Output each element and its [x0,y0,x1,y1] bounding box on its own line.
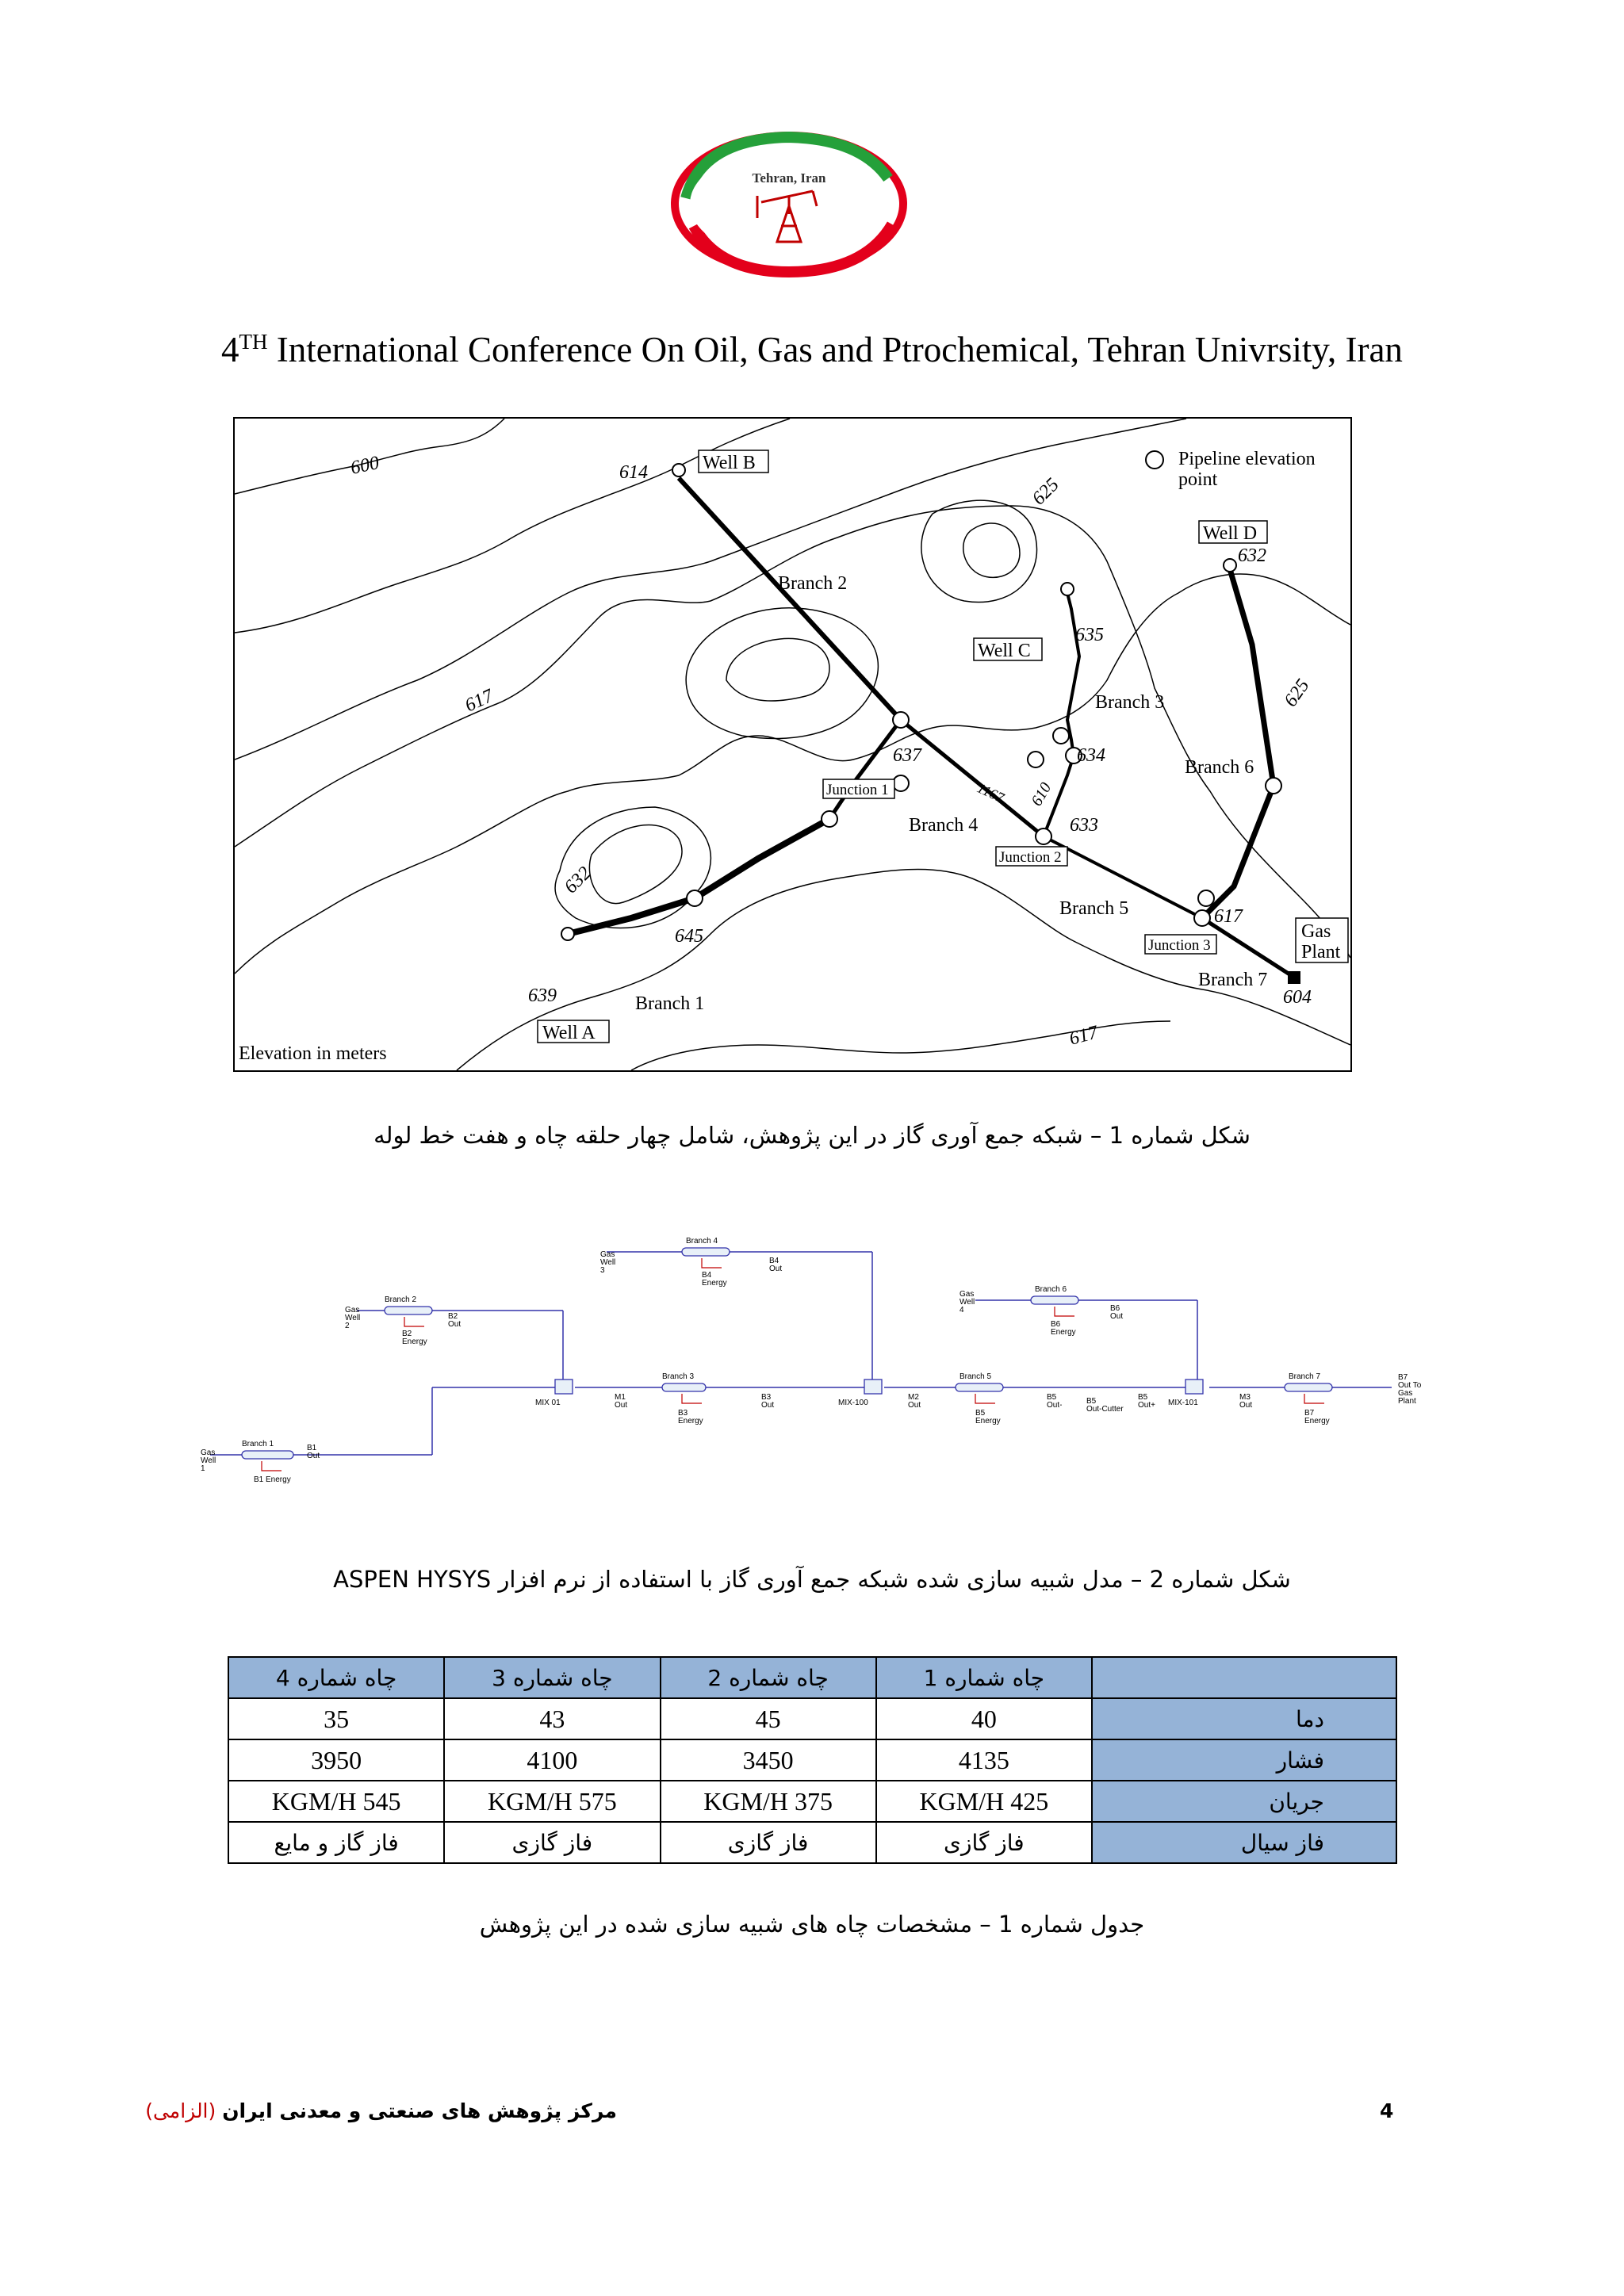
table-row [228,1822,1396,1863]
pipelines [568,478,1293,977]
table-cell: 4135 [876,1739,1092,1781]
fs-well1-a: Gas [201,1448,216,1457]
point-610: 610 [1028,779,1055,809]
table-cell: فاز گازی [444,1822,660,1863]
contour-625-top: 625 [1028,474,1063,510]
contour-617-bottom: 617 [1067,1022,1101,1050]
fs-mix100: MIX-100 [838,1399,868,1407]
fs-b6energy-b: Energy [1051,1328,1076,1337]
conference-title: 4TH International Conference On Oil, Gas and Ptrochemical, Tehran Univrsity, Iran [221,330,1403,369]
fs-branch2: Branch 2 [385,1295,417,1304]
fs-b1out-b: Out [307,1452,320,1460]
table-header-cell [1092,1657,1396,1698]
legend-pipeline-line1: Pipeline elevation [1178,449,1316,469]
table-cell: فاز گاز و مایع [228,1822,444,1863]
fs-b3out-b: Out [761,1401,775,1410]
fs-well4-c: 4 [959,1306,964,1314]
footer-mandatory: (الزامی) [145,2099,216,2122]
fs-b2energy-a: B2 [402,1330,412,1338]
fs-m1out-a: M1 [615,1393,626,1402]
energy-lines [262,1258,1324,1471]
fs-b4energy-a: B4 [702,1271,712,1280]
row-label: فاز سیال [1092,1822,1396,1863]
well-a-label: Well A [542,1023,596,1043]
fs-branch3: Branch 3 [662,1372,695,1381]
fs-b5energy-b: Energy [975,1417,1001,1425]
table-cell: 40 [876,1698,1092,1739]
contour-600: 600 [348,452,381,479]
fs-b7out-a: B7 [1398,1373,1408,1382]
junction-2-label: Junction 2 [999,849,1062,866]
fs-branch1: Branch 1 [242,1440,274,1448]
fs-b3energy-a: B3 [678,1409,688,1418]
conference-logo [670,131,908,277]
branch-4-label: Branch 4 [909,815,979,836]
footer-organization [145,2099,617,2122]
legend-elevation-point-icon [1146,451,1163,469]
fs-m3out-a: M3 [1239,1393,1251,1402]
fs-m2out-a: M2 [908,1393,919,1402]
fs-mix101: MIX-101 [1168,1399,1198,1407]
point-645: 645 [675,926,703,947]
table-cell: KGM/H 375 [661,1781,876,1822]
page-number: 4 [1380,2099,1394,2122]
branch-3-label: Branch 3 [1095,692,1165,713]
table-cell: فاز گازی [876,1822,1092,1863]
gathering-network-map [233,417,1352,1072]
gas-plant-line2: Plant [1301,942,1341,962]
fs-well3-c: 3 [600,1266,605,1275]
stream-lines [210,1252,1392,1455]
fs-m3out-b: Out [1239,1401,1253,1410]
gas-plant-icon [1288,971,1300,984]
fs-well2-a: Gas [345,1306,360,1314]
fs-m1out-b: Out [615,1401,628,1410]
table-cell: KGM/H 545 [228,1781,444,1822]
point-637: 637 [893,745,921,766]
fs-well3-a: Gas [600,1250,615,1259]
fs-well1-c: 1 [201,1464,205,1473]
point-632: 632 [1238,545,1266,566]
pipe-segment-icons [242,1248,1332,1459]
point-639: 639 [528,985,557,1006]
row-label: دما [1092,1698,1396,1739]
fs-well1-b: Well [201,1456,216,1465]
fs-branch5: Branch 5 [959,1372,992,1381]
point-635: 635 [1075,625,1104,645]
fs-b7out-c: Gas [1398,1389,1413,1398]
point-1167: 1167 [975,779,1007,806]
contour-625-right: 625 [1280,675,1314,711]
point-614: 614 [619,462,648,483]
fs-b4energy-b: Energy [702,1279,727,1288]
logo-text: Tehran, Iran [752,170,826,186]
fs-b6out-a: B6 [1110,1304,1120,1313]
fs-b1out-a: B1 [307,1444,317,1452]
table-cell: 45 [661,1698,876,1739]
mixer-icons [555,1380,1203,1394]
table-cell: KGM/H 425 [876,1781,1092,1822]
point-604: 604 [1283,987,1312,1008]
fs-b6out-b: Out [1110,1312,1124,1321]
figure-2-caption: شکل شماره 2 – مدل شبیه سازی شده شبکه جمع آوری گاز با استفاده از نرم افزار ASPEN HYSYS [333,1566,1291,1593]
contour-617-left: 617 [462,685,497,717]
branch-1-label: Branch 1 [635,993,705,1014]
table-cell: 4100 [444,1739,660,1781]
figure-1-caption: شکل شماره 1 – شبکه جمع آوری گاز در این پژوهش، شامل چهار حلقه چاه و هفت خط لوله [373,1122,1251,1149]
fs-b5cutter-a: B5 [1086,1397,1097,1406]
table-header-cell: چاه شماره 4 [228,1657,444,1698]
fs-branch4: Branch 4 [686,1237,718,1246]
junction-1-label: Junction 1 [826,782,889,798]
fs-m2out-b: Out [908,1401,921,1410]
fs-b2out-a: B2 [448,1312,458,1321]
table-header-cell: چاه شماره 3 [444,1657,660,1698]
table-cell: KGM/H 575 [444,1781,660,1822]
branch-6-label: Branch 6 [1185,757,1254,778]
row-label: جریان [1092,1781,1396,1822]
point-617: 617 [1214,906,1243,927]
gas-plant-line1: Gas [1301,921,1331,942]
well-d-label: Well D [1203,523,1258,544]
fs-mix01: MIX 01 [535,1399,561,1407]
table-row [228,1698,1396,1739]
contour-lines [235,419,1350,1070]
table-cell: 43 [444,1698,660,1739]
fs-b3energy-b: Energy [678,1417,703,1425]
branch-7-label: Branch 7 [1198,970,1268,990]
fs-b1energy: B1 Energy [254,1475,291,1484]
fs-b6energy-a: B6 [1051,1320,1061,1329]
well-b-label: Well B [703,453,756,473]
table-header-cell: چاه شماره 1 [876,1657,1092,1698]
fs-well4-b: Well [959,1298,975,1307]
well-specs-table [228,1656,1397,1864]
fs-b2energy-b: Energy [402,1337,427,1346]
table-header-cell: چاه شماره 2 [661,1657,876,1698]
table-header-row [228,1657,1396,1698]
fs-b7energy-a: B7 [1304,1409,1315,1418]
table-cell: 35 [228,1698,444,1739]
fs-branch7: Branch 7 [1289,1372,1321,1381]
footer-org-name: مرکز پژوهش های صنعتی و معدنی ایران [222,2099,617,2122]
fs-well2-c: 2 [345,1322,350,1330]
table-cell: 3450 [661,1739,876,1781]
fs-b7energy-b: Energy [1304,1417,1330,1425]
legend-pipeline-line2: point [1178,469,1218,490]
junction-3-label: Junction 3 [1148,937,1211,954]
fs-well2-b: Well [345,1314,361,1322]
fs-b5energy-a: B5 [975,1409,986,1418]
elevation-label: Elevation in meters [239,1043,387,1064]
fs-b4out-b: Out [769,1265,783,1273]
row-label: فشار [1092,1739,1396,1781]
fs-b5outm-b: Out- [1047,1401,1063,1410]
contour-632: 632 [560,863,596,898]
fs-b5cutter-b: Out-Cutter [1086,1405,1124,1414]
table-row [228,1781,1396,1822]
fs-well4-a: Gas [959,1290,975,1299]
hysys-flowsheet [194,1217,1439,1498]
branch-5-label: Branch 5 [1059,898,1129,919]
table-row [228,1739,1396,1781]
fs-well3-b: Well [600,1258,616,1267]
fs-b7out-d: Plant [1398,1397,1416,1406]
fs-b7out-b: Out To [1398,1381,1422,1390]
fs-b5outp-b: Out+ [1138,1401,1155,1410]
fs-b5outp-a: B5 [1138,1393,1148,1402]
point-634: 634 [1077,745,1105,766]
table-cell: فاز گازی [661,1822,876,1863]
point-633: 633 [1070,815,1098,836]
fs-b3out-a: B3 [761,1393,772,1402]
table-cell: 3950 [228,1739,444,1781]
branch-2-label: Branch 2 [778,573,848,594]
well-c-label: Well C [978,641,1031,661]
fs-b5outm-a: B5 [1047,1393,1057,1402]
fs-b4out-a: B4 [769,1257,779,1265]
fs-b2out-b: Out [448,1320,462,1329]
fs-branch6: Branch 6 [1035,1285,1067,1294]
table-1-caption: جدول شماره 1 – مشخصات چاه های شبیه سازی شده در این پژوهش [479,1911,1145,1938]
